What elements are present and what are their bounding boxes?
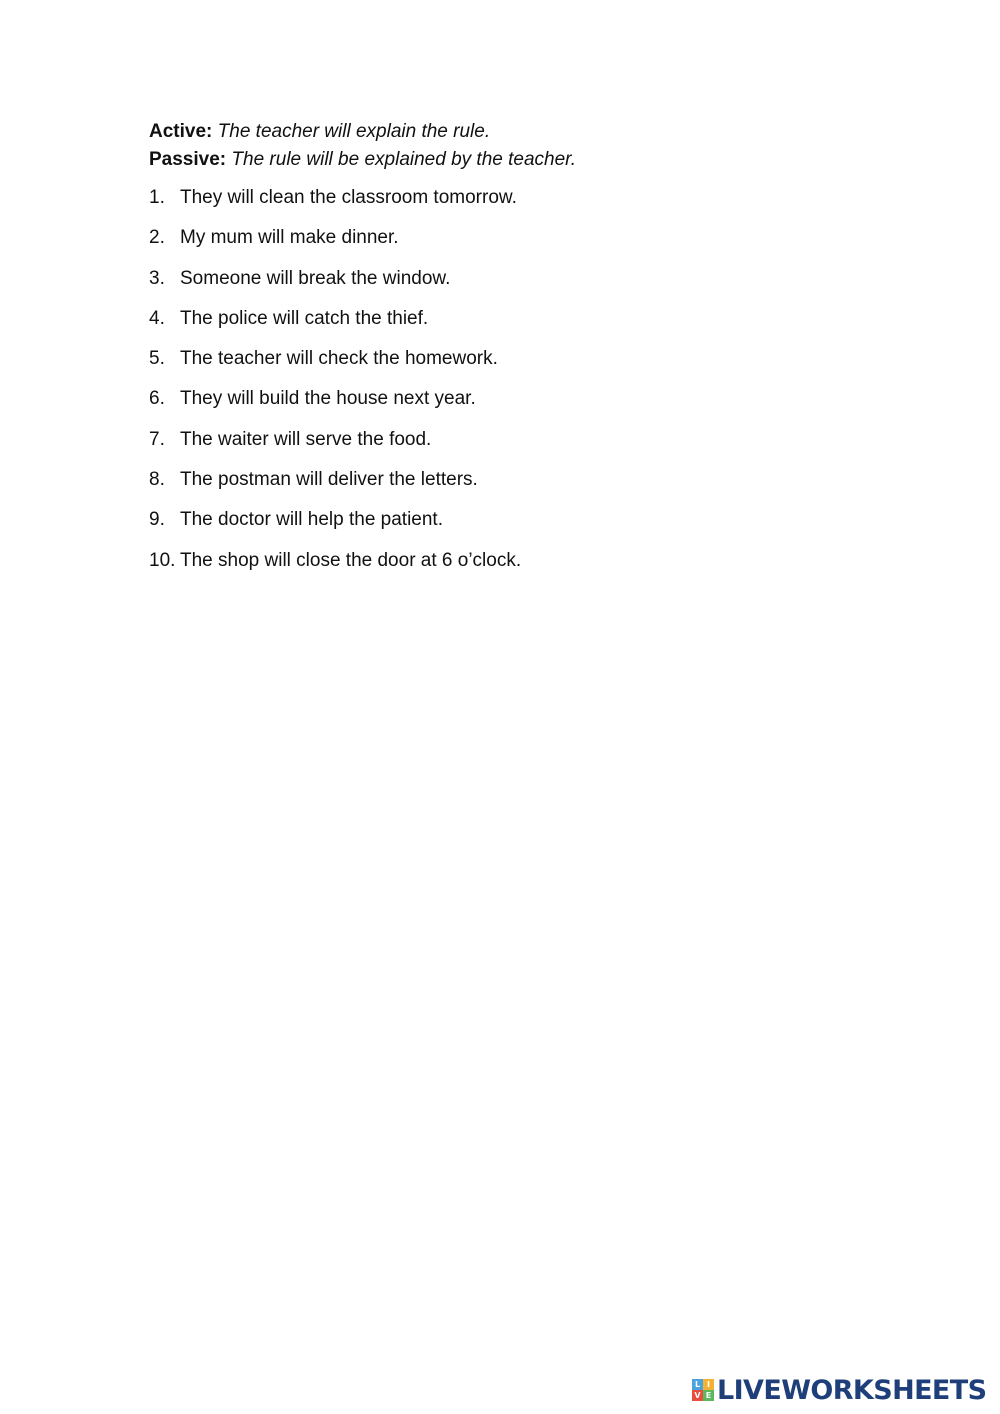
passive-example	[149, 146, 576, 174]
exercise-sentence: The doctor will help the patient.	[180, 509, 443, 531]
logo-mark-letter: L	[692, 1379, 703, 1390]
exercise-number: 1.	[149, 187, 165, 208]
exercise-number: 4.	[149, 307, 165, 329]
active-label: Active:	[149, 121, 213, 142]
exercise-list	[149, 184, 521, 587]
exercise-number: 3.	[149, 267, 165, 289]
exercise-item	[149, 345, 521, 385]
logo-mark-letter: V	[692, 1390, 703, 1401]
exercise-sentence: They will build the house next year.	[180, 388, 476, 410]
exercise-sentence: The waiter will serve the food.	[180, 428, 432, 450]
exercise-sentence: The shop will close the door at 6 o’clock.	[180, 549, 522, 571]
exercise-item	[149, 547, 521, 587]
exercise-item	[149, 385, 521, 425]
exercise-number: 8.	[149, 469, 165, 491]
exercise-number: 9.	[149, 509, 165, 531]
logo-mark-letter: E	[703, 1390, 714, 1401]
logo-text: LIVEWORKSHEETS	[717, 1374, 987, 1406]
exercise-number: 7.	[149, 428, 165, 450]
exercise-item	[149, 426, 521, 466]
active-sentence: The teacher will explain the rule.	[217, 121, 491, 142]
exercise-item	[149, 265, 521, 305]
exercise-sentence: The postman will deliver the letters.	[180, 469, 478, 491]
exercise-number: 6.	[149, 388, 165, 410]
exercise-item	[149, 466, 521, 506]
exercise-sentence: They will clean the classroom tomorrow.	[180, 187, 517, 208]
active-example	[149, 118, 576, 146]
passive-label: Passive:	[149, 149, 227, 170]
liveworksheets-logo-icon	[692, 1379, 714, 1401]
exercise-sentence: My mum will make dinner.	[180, 227, 399, 249]
exercise-number: 10.	[149, 549, 176, 571]
exercise-item	[149, 305, 521, 345]
liveworksheets-logo	[692, 1374, 986, 1406]
exercise-number: 2.	[149, 227, 165, 249]
exercise-sentence: The teacher will check the homework.	[180, 348, 498, 370]
exercise-number: 5.	[149, 348, 165, 370]
exercise-sentence: The police will catch the thief.	[180, 307, 429, 329]
passive-sentence: The rule will be explained by the teacher.	[231, 149, 577, 170]
logo-mark-letter: I	[703, 1379, 714, 1390]
exercise-item	[149, 506, 521, 546]
exercise-sentence: Someone will break the window.	[180, 267, 451, 289]
example-block	[149, 118, 576, 174]
exercise-item	[149, 224, 521, 264]
exercise-item	[149, 184, 521, 224]
